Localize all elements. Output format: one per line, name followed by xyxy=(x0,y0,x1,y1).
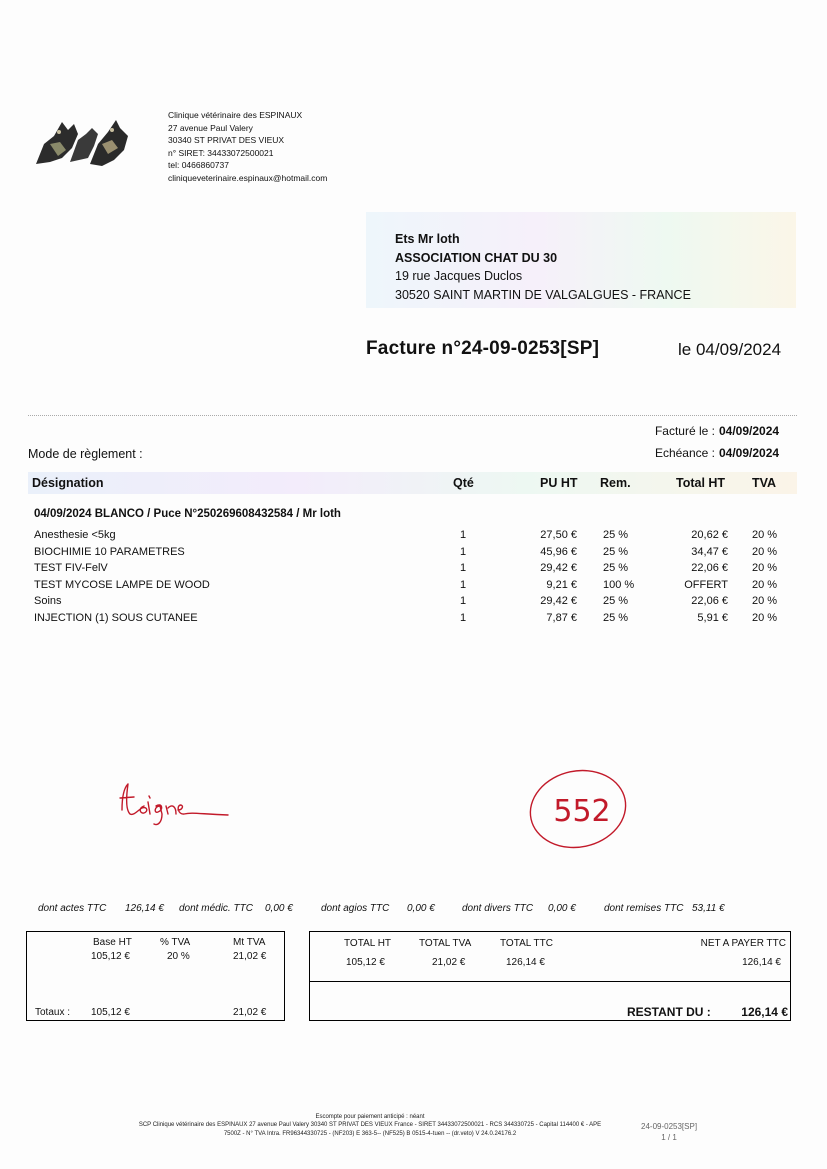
total-ht-value: 105,12 € xyxy=(346,957,385,968)
vat-totaux-label: Totaux : xyxy=(35,1007,71,1018)
row-rem: 25 % xyxy=(603,545,629,558)
row-qty: 1 xyxy=(460,562,467,574)
table-row xyxy=(0,595,827,612)
footer-page: 1 / 1 xyxy=(661,1133,677,1142)
row-pu: 29,42 € xyxy=(540,595,577,607)
footer-ref: 24-09-0253[SP] xyxy=(641,1122,698,1131)
handwritten-word xyxy=(118,780,233,835)
header-pu-ht: PU HT xyxy=(540,476,578,490)
table-row xyxy=(0,529,827,546)
row-designation: BIOCHIMIE 10 PARAMETRES xyxy=(34,545,185,558)
clinic-siret: n° SIRET: 34433072500021 xyxy=(168,147,274,158)
table-row xyxy=(0,546,827,563)
row-designation: TEST MYCOSE LAMPE DE WOOD xyxy=(34,578,210,591)
row-rem: 100 % xyxy=(603,578,635,591)
summary-divers-label: dont divers TTC xyxy=(462,903,534,914)
summary-medic-label: dont médic. TTC xyxy=(179,903,253,914)
restant-label: RESTANT DU : xyxy=(627,1005,711,1019)
total-ttc-label: TOTAL TTC xyxy=(500,938,553,949)
row-total: 22,06 € xyxy=(691,562,728,574)
vat-mt-value: 21,02 € xyxy=(233,951,267,962)
summary-actes-label: dont actes TTC xyxy=(38,903,107,914)
row-qty: 1 xyxy=(460,595,467,607)
row-pu: 9,21 € xyxy=(546,578,577,591)
total-ttc-value: 126,14 € xyxy=(506,957,545,968)
row-pu: 45,96 € xyxy=(540,545,577,558)
header-rem: Rem. xyxy=(600,476,631,490)
recipient-street: 19 rue Jacques Duclos xyxy=(395,269,523,283)
billed-label: Facturé le : xyxy=(654,424,715,438)
summary-medic-value: 0,00 € xyxy=(265,903,293,914)
row-designation: Anesthesie <5kg xyxy=(34,529,116,541)
billed-value: 04/09/2024 xyxy=(719,424,780,438)
vat-mt-label: Mt TVA xyxy=(233,937,266,948)
row-qty: 1 xyxy=(460,545,467,558)
row-tva: 20 % xyxy=(752,529,778,541)
vat-box xyxy=(26,931,285,1021)
clinic-phone: tel: 0466860737 xyxy=(168,160,229,171)
summary-agios-value: 0,00 € xyxy=(407,903,435,914)
header-qty: Qté xyxy=(453,476,474,490)
total-tva-value: 21,02 € xyxy=(432,957,466,968)
footer-legal xyxy=(110,1113,630,1138)
summary-remises-value: 53,11 € xyxy=(692,903,725,914)
row-rem: 25 % xyxy=(603,562,629,574)
footer-line2: SCP Clinique vétérinaire des ESPINAUX 27 avenue Paul Valery 30340 ST PRIVAT DES VIEUX France - SIRET 34433072500021 - RCS 344330725 - Capital 114400 € - APE xyxy=(138,1122,602,1129)
invoice-dates xyxy=(655,420,789,464)
total-tva-label: TOTAL TVA xyxy=(419,938,472,949)
row-tva: 20 % xyxy=(752,611,778,624)
row-total: 34,47 € xyxy=(691,545,728,558)
row-total: 5,91 € xyxy=(697,611,728,624)
table-row xyxy=(0,579,827,596)
table-group-title: 04/09/2024 BLANCO / Puce N°250269608432584 / Mr loth xyxy=(34,508,341,520)
footer-line1: Escompte pour paiement anticipé : néant xyxy=(315,1114,425,1120)
row-total: 20,62 € xyxy=(691,529,728,541)
footer-reference xyxy=(641,1121,697,1143)
recipient-organization: ASSOCIATION CHAT DU 30 xyxy=(395,250,558,265)
recipient-address xyxy=(395,230,691,304)
row-designation: TEST FIV-FelV xyxy=(34,562,108,574)
clinic-name: Clinique vétérinaire des ESPINAUX xyxy=(168,110,303,120)
recipient-city: 30520 SAINT MARTIN DE VALGALGUES - FRANCE xyxy=(395,287,691,302)
due-value: 04/09/2024 xyxy=(719,446,780,460)
handwritten-number-circle xyxy=(524,765,636,860)
row-designation: INJECTION (1) SOUS CUTANEE xyxy=(34,611,198,624)
due-label: Echéance : xyxy=(654,446,715,460)
clinic-address xyxy=(168,109,327,185)
clinic-street: 27 avenue Paul Valery xyxy=(168,122,253,133)
vat-totaux-base: 105,12 € xyxy=(91,1007,130,1018)
restant-value: 126,14 € xyxy=(741,1005,788,1019)
row-total: 22,06 € xyxy=(691,595,728,607)
totals-divider xyxy=(310,981,790,982)
clinic-logo xyxy=(32,114,132,176)
handwritten-number: 552 xyxy=(553,794,611,829)
summary-divers-value: 0,00 € xyxy=(548,903,576,914)
summary-actes-value: 126,14 € xyxy=(125,903,164,914)
vat-pct-value: 20 % xyxy=(167,951,190,962)
vat-totaux-mt: 21,02 € xyxy=(233,1007,267,1018)
vat-base-label: Base HT xyxy=(93,937,132,948)
table-row xyxy=(0,612,827,629)
row-pu: 27,50 € xyxy=(540,529,577,541)
row-qty: 1 xyxy=(460,611,467,624)
table-row xyxy=(0,562,827,579)
clinic-city: 30340 ST PRIVAT DES VIEUX xyxy=(168,135,285,146)
recipient-name: Ets Mr loth xyxy=(395,232,460,246)
invoice-date: le 04/09/2024 xyxy=(678,340,782,359)
row-tva: 20 % xyxy=(752,562,778,574)
row-rem: 25 % xyxy=(603,595,629,607)
net-label: NET A PAYER TTC xyxy=(700,938,786,949)
vat-pct-label: % TVA xyxy=(160,937,191,948)
row-pu: 29,42 € xyxy=(540,562,577,574)
header-total-ht: Total HT xyxy=(676,476,726,490)
header-tva: TVA xyxy=(752,476,777,490)
vat-base-value: 105,12 € xyxy=(91,951,130,962)
header-designation: Désignation xyxy=(32,476,104,490)
payment-mode-label: Mode de règlement : xyxy=(28,447,143,461)
row-designation: Soins xyxy=(34,595,62,607)
net-value: 126,14 € xyxy=(742,957,781,968)
row-tva: 20 % xyxy=(752,578,778,591)
divider xyxy=(28,415,797,416)
row-qty: 1 xyxy=(460,529,467,541)
invoice-title: Facture n°24-09-0253[SP] xyxy=(366,338,600,359)
total-ht-label: TOTAL HT xyxy=(344,938,392,949)
row-qty: 1 xyxy=(460,578,467,591)
summary-agios-label: dont agios TTC xyxy=(321,903,390,914)
row-total: OFFERT xyxy=(684,578,728,591)
footer-line3: 7500Z - N° TVA Intra. FR96344330725 - (NF203) E 363-5-- (NF525) B 0515-4-tuen -- (dr.veto) V 24.0.24176.2 xyxy=(223,1130,517,1137)
row-tva: 20 % xyxy=(752,545,778,558)
row-rem: 25 % xyxy=(603,611,629,624)
row-rem: 25 % xyxy=(603,529,629,541)
clinic-email: cliniqueveterinaire.espinaux@hotmail.com xyxy=(168,172,328,183)
summary-remises-label: dont remises TTC xyxy=(604,903,684,914)
totals-box xyxy=(309,931,791,1021)
row-pu: 7,87 € xyxy=(546,611,577,624)
row-tva: 20 % xyxy=(752,595,778,607)
